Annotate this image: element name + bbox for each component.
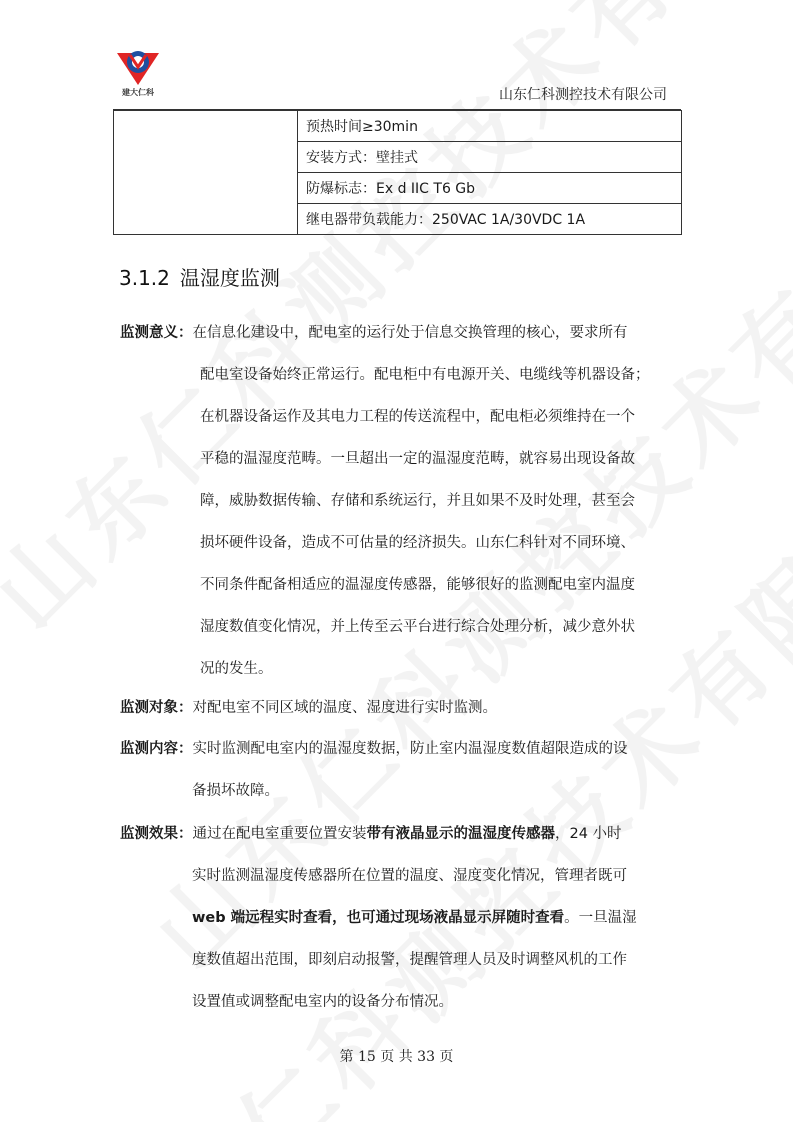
logo-icon [113, 45, 163, 87]
table-cell: 继电器带负载能力：250VAC 1A/30VDC 1A [298, 204, 682, 235]
page-footer: 第 15 页 共 33 页 [339, 1049, 454, 1065]
text-line: 配电室设备始终正常运行。配电柜中有电源开关、电缆线等机器设备； [200, 367, 650, 383]
section-heading [119, 262, 280, 291]
text-span: 对配电室不同区域的温度、湿度进行实时监测。 [192, 700, 497, 716]
text-line: 湿度数值变化情况，并上传至云平台进行综合处理分析，减少意外状 [200, 619, 635, 635]
effect-paragraph [120, 813, 685, 1023]
table-cell-empty [114, 111, 298, 235]
content-label: 监测内容： [120, 741, 193, 757]
effect-label: 监测效果： [120, 826, 193, 842]
target-paragraph [120, 687, 685, 729]
logo-text: 建大仁科 [122, 88, 154, 97]
text-line: 实时监测温湿度传感器所在位置的温度、湿度变化情况，管理者既可 [192, 868, 627, 884]
text-line: 平稳的温湿度范畴。一旦超出一定的温湿度范畴，就容易出现设备故 [200, 451, 635, 467]
text-line: 备损坏故障。 [192, 783, 279, 799]
spec-table [113, 110, 682, 235]
text-line: 在机器设备运作及其电力工程的传送流程中，配电柜必须维持在一个 [200, 409, 635, 425]
text-line: 不同条件配备相适应的温湿度传感器，能够很好的监测配电室内温度 [200, 577, 635, 593]
text-line [120, 897, 685, 939]
text-span: 通过在配电室重要位置安装 [192, 826, 367, 842]
significance-label: 监测意义： [120, 325, 193, 341]
company-logo [113, 45, 163, 101]
text-span: 。一旦温湿 [564, 910, 637, 926]
text-line: 障，威胁数据传输、存储和系统运行，并且如果不及时处理，甚至会 [200, 493, 635, 509]
text-line: 设置值或调整配电室内的设备分布情况。 [192, 994, 453, 1010]
company-name: 山东仁科测控技术有限公司 [499, 87, 667, 103]
significance-paragraph [120, 312, 685, 690]
text-line [120, 312, 685, 354]
text-line: 损坏硬件设备，造成不可估量的经济损失。山东仁科针对不同环境、 [200, 535, 635, 551]
table-row [114, 111, 682, 142]
text-span: ，24 小时 [555, 826, 622, 842]
text-line [120, 687, 685, 729]
table-cell: 防爆标志：Ex d IIC T6 Gb [298, 173, 682, 204]
target-label: 监测对象： [120, 700, 193, 716]
bold-text: web 端远程实时查看，也可通过现场液晶显示屏随时查看 [192, 910, 565, 926]
content-paragraph [120, 728, 685, 812]
text-span: 在信息化建设中，配电室的运行处于信息交换管理的核心，要求所有 [192, 325, 628, 341]
table-cell: 预热时间≥30min [298, 111, 682, 142]
section-title: 温湿度监测 [179, 266, 280, 290]
text-line: 度数值超出范围，即刻启动报警，提醒管理人员及时调整风机的工作 [192, 952, 627, 968]
bold-text: 带有液晶显示的温湿度传感器 [366, 826, 555, 842]
table-cell: 安装方式：壁挂式 [298, 142, 682, 173]
section-number: 3.1.2 [119, 266, 170, 290]
text-span: 实时监测配电室内的温湿度数据，防止室内温湿度数值超限造成的设 [192, 741, 628, 757]
text-line: 况的发生。 [200, 661, 273, 677]
text-line [120, 728, 685, 770]
text-line [120, 813, 685, 855]
